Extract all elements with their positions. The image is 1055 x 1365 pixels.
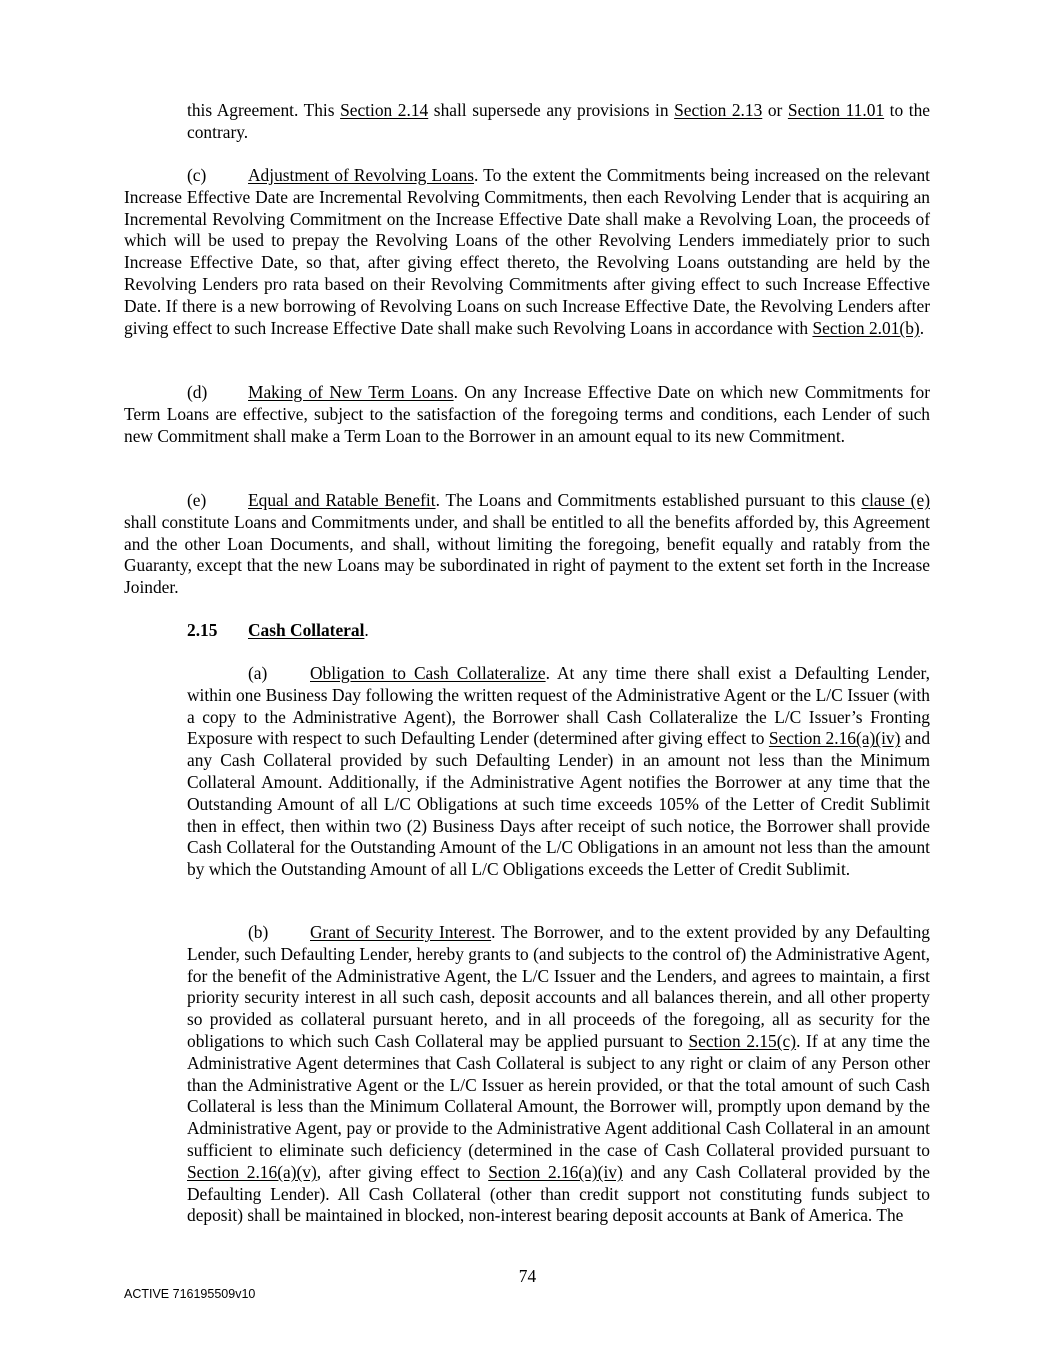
section-2-16-a-v-reference[interactable]: Section 2.16(a)(v) (187, 1161, 317, 1182)
section-2-16-a-iv-reference-b[interactable]: Section 2.16(a)(iv) (488, 1161, 623, 1182)
paragraph-b-grant-of-security-interest: (b) Grant of Security Interest. The Borrower, and to the extent provided by any Defaulting Lender, such Defaulting Lender, hereby grants to (and subjects to the control of) the Administrative Agent, for the benefit of the Administrative Agent, the L/C Issuer and the Lenders, and agrees to maintain, a first priority security interest in all such cash, deposit accounts and all balances therein, and all other property so provided as collateral pursuant hereto, and in all proceeds of the foregoing, all as security for the obligations to which such Cash Collateral may be applied pursuant to Section 2.15(c). If at any time the Administrative Agent determines that Cash Collateral is subject to any right or claim of any Person other than the Administrative Agent or the L/C Issuer as herein provided, or that the total amount of such Cash Collateral is less than the Minimum Collateral Amount, the Borrower will, promptly upon demand by the Administrative Agent, pay or provide to the Administrative Agent additional Cash Collateral in an amount sufficient to eliminate such deficiency (determined in the case of Cash Collateral provided pursuant to Section 2.16(a)(v), after giving effect to Section 2.16(a)(iv) and any Cash Collateral provided by the Defaulting Lender). All Cash Collateral (other than credit support not constituting funds subject to deposit) shall be maintained in blocked, non-interest bearing deposit accounts at Bank of America. The (187, 922, 930, 1226)
section-2-13-reference[interactable]: Section 2.13 (674, 100, 763, 120)
heading-adjustment-of-revolving-loans: Adjustment of Revolving Loans (248, 165, 475, 185)
paragraph-e-equal-and-ratable-benefit: (e) Equal and Ratable Benefit. The Loans and Commitments established pursuant to this clause (e) shall constitute Loans and Commitments under, and shall be entitled to all the benefits afforded by, this Agreement and the other Loan Documents, and shall, without limiting the foregoing, benefit equally and ratably from the Guaranty, except that the new Loans may be subordinated in right of payment to the extent set forth in the Increase Joinder. (124, 490, 930, 598)
section-2-14-reference[interactable]: Section 2.14 (340, 100, 429, 120)
heading-making-of-new-term-loans: Making of New Term Loans (248, 382, 454, 402)
clause-label-e: (e) (187, 490, 207, 510)
paragraph-d-making-of-new-term-loans: (d) Making of New Term Loans. On any Increase Effective Date on which new Commitments for Term Loans are effective, subject to the satisfaction of the foregoing terms and conditions, each Lender of such new Commitment shall make a Term Loan to the Borrower in an amount equal to its new Commitment. (124, 382, 930, 446)
section-2-16-a-iv-reference[interactable]: Section 2.16(a)(iv) (768, 728, 901, 749)
section-2-01b-reference[interactable]: Section 2.01(b) (812, 317, 920, 338)
clause-label-d: (d) (187, 382, 208, 402)
clause-label-c: (c) (187, 165, 207, 185)
heading-equal-and-ratable-benefit: Equal and Ratable Benefit (248, 490, 436, 510)
clause-e-reference[interactable]: clause (e) (861, 490, 930, 510)
carryover-paragraph: this Agreement. This Section 2.14 shall supersede any provisions in Section 2.13 or Section 11.01 to the contrary. (187, 100, 931, 142)
page-number: 74 (518, 1266, 537, 1286)
section-title-cash-collateral: Cash Collateral (248, 620, 365, 640)
document-id-footer: ACTIVE 716195509v10 (124, 1287, 256, 1301)
section-2-15c-reference[interactable]: Section 2.15(c) (688, 1030, 797, 1051)
heading-obligation-to-cash-collateralize: Obligation to Cash Collateralize (310, 663, 546, 683)
paragraph-a-obligation-to-cash-collateralize: (a) Obligation to Cash Collateralize. At any time there shall exist a Defaulting Lender, within one Business Day following the written request of the Administrative Agent or the L/C Issuer (with a copy to the Administrative Agent), the Borrower shall Cash Collateralize the L/C Issuer’s Fronting Exposure with respect to such Defaulting Lender (determined after giving effect to Section 2.16(a)(iv) and any Cash Collateral provided by such Defaulting Lender) in an amount not less than the Minimum Collateral Amount. Additionally, if the Administrative Agent notifies the Borrower at any time that the Outstanding Amount of all L/C Obligations at such time exceeds 105% of the Letter of Credit Sublimit then in effect, then within two (2) Business Days after receipt of such notice, the Borrower shall provide Cash Collateral for the Outstanding Amount of the L/C Obligations in an amount not less than the amount by which the Outstanding Amount of all L/C Obligations exceeds the Letter of Credit Sublimit. (187, 663, 931, 880)
section-2-15-heading: 2.15 Cash Collateral. (187, 620, 369, 640)
section-number: 2.15 (187, 620, 218, 640)
paragraph-c-adjustment-of-revolving-loans: (c) Adjustment of Revolving Loans. To the extent the Commitments being increased on the relevant Increase Effective Date are Incremental Revolving Commitments, then each Revolving Lender that is acquiring an Incremental Revolving Commitment on the Increase Effective Date shall make a Revolving Loan, the proceeds of which will be used to prepay the Revolving Loans of the other Revolving Lenders immediately prior to such Increase Effective Date, so that, after giving effect thereto, the Revolving Loans outstanding are held by the Revolving Lenders pro rata based on their Revolving Commitments after giving effect to such Increase Effective Date. If there is a new borrowing of Revolving Loans on such Increase Effective Date, the Revolving Lenders after giving effect to such Increase Effective Date shall make such Revolving Loans in accordance with Section 2.01(b). (124, 165, 930, 338)
clause-label-b: (b) (248, 922, 269, 942)
section-11-01-reference[interactable]: Section 11.01 (787, 100, 885, 120)
heading-grant-of-security-interest: Grant of Security Interest (310, 922, 492, 942)
clause-label-a: (a) (248, 663, 268, 683)
